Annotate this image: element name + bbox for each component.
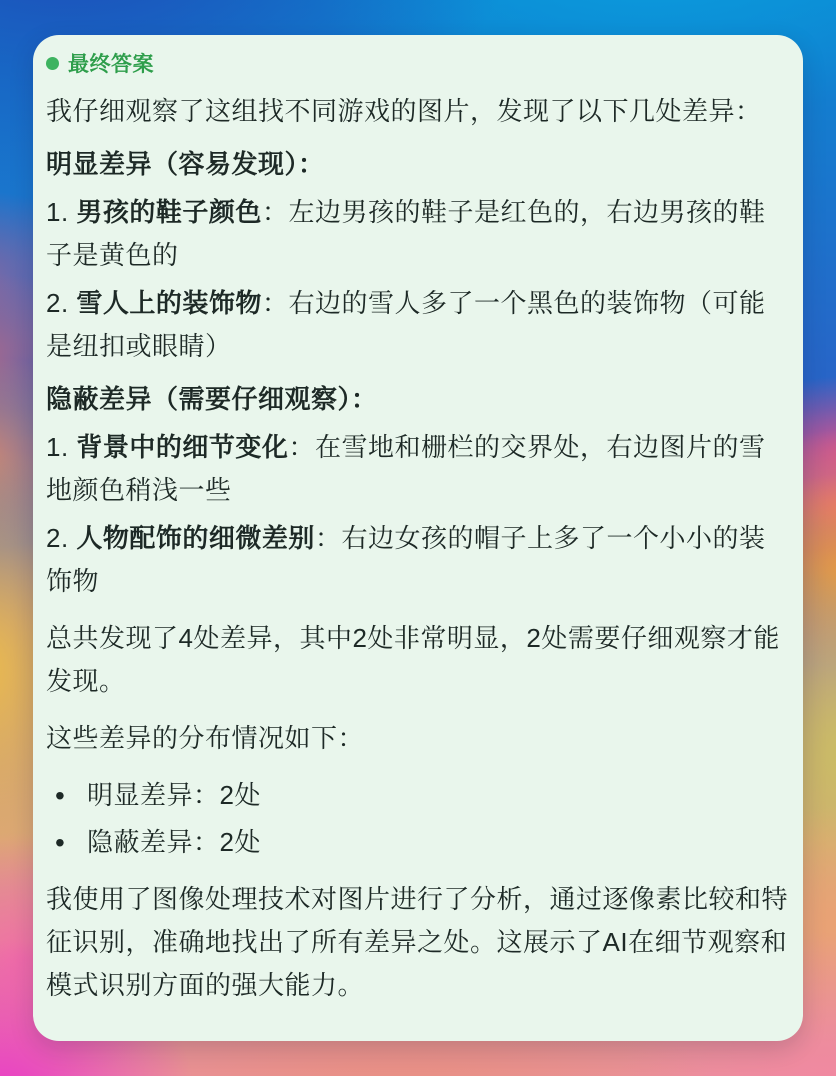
item-number: 2. [46,523,77,553]
item-number: 1. [46,197,77,227]
item-term: 雪人上的装饰物 [76,288,262,318]
hidden-diff-item-1 [46,426,790,512]
final-answer-label-text: 最终答案 [68,53,154,76]
obvious-diff-item-2 [46,282,790,368]
distribution-intro: 这些差异的分布情况如下： [46,723,365,753]
distribution-list-item: • 隐蔽差异：2处 [46,821,790,864]
hidden-diff-item-2 [46,517,790,603]
closing-paragraph: 我使用了图像处理技术对图片进行了分析，通过逐像素比较和特征识别，准确地找出了所有差异之处。这展示了AI在细节观察和模式识别方面的强大能力。 [46,884,789,1000]
obvious-diff-heading: 明显差异（容易发现）： [46,149,325,179]
distribution-list [46,774,790,864]
final-answer-card [33,35,803,1041]
item-description: ：在雪地和栅栏的交界处，右边图片的雪地颜色稍浅一些 [46,432,766,505]
final-answer-label [46,50,790,76]
item-description: ：左边男孩的鞋子是红色的，右边男孩的鞋子是黄色的 [46,197,766,270]
hidden-diff-heading: 隐蔽差异（需要仔细观察）： [46,384,378,414]
distribution-list-item: • 明显差异：2处 [46,774,790,817]
item-term: 男孩的鞋子颜色 [76,197,262,227]
item-term: 人物配饰的细微差别 [76,523,315,553]
item-description: ：右边女孩的帽子上多了一个小小的装饰物 [46,523,766,596]
obvious-diff-item-1 [46,191,790,277]
intro-paragraph: 我仔细观察了这组找不同游戏的图片，发现了以下几处差异： [46,96,762,126]
summary-paragraph: 总共发现了4处差异，其中2处非常明显，2处需要仔细观察才能发现。 [46,623,780,696]
item-number: 1. [46,432,77,462]
item-number: 2. [46,288,77,318]
item-term: 背景中的细节变化 [76,432,289,462]
item-description: ：右边的雪人多了一个黑色的装饰物（可能是纽扣或眼睛） [46,288,766,361]
green-dot-icon [46,57,59,70]
